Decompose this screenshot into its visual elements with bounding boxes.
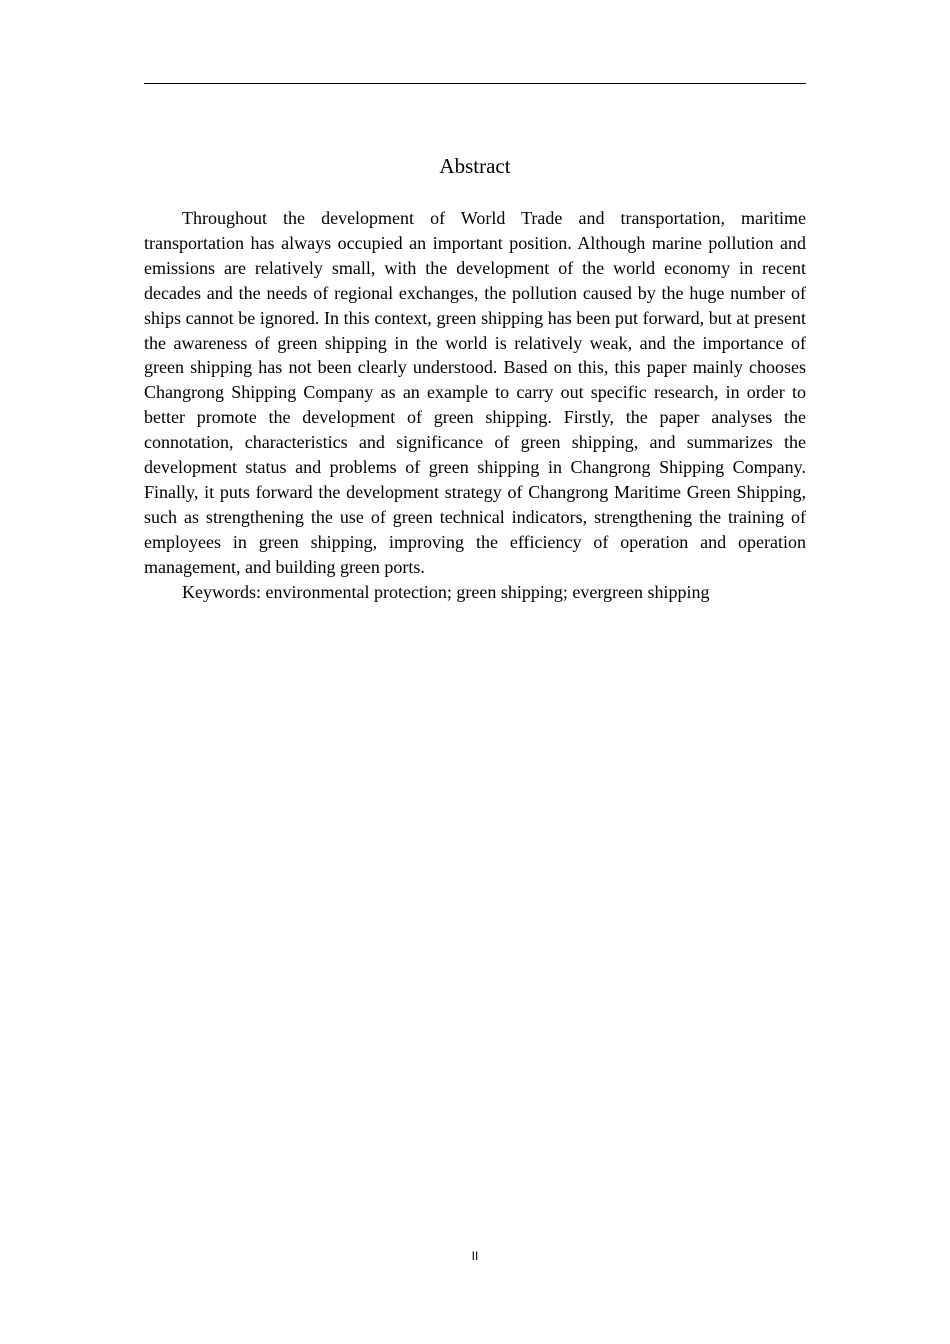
- abstract-body: Throughout the development of World Trade and transportation, maritime transportation has always occupied an important position. Although marine pollution and emissions are relatively small, with the development of the world economy in recent decades and the needs of regional exchanges, the pollution caused by the huge number of ships cannot be ignored. In this context, green shipping has been put forward, but at present the awareness of green shipping in the world is relatively weak, and the importance of green shipping has not been clearly understood. Based on this, this paper mainly chooses Changrong Shipping Company as an example to carry out specific research, in order to better promote the development of green shipping. Firstly, the paper analyses the connotation, characteristics and significance of green shipping, and summarizes the development status and problems of green shipping in Changrong Shipping Company. Finally, it puts forward the development strategy of Changrong Maritime Green Shipping, such as strengthening the use of green technical indicators, strengthening the training of employees in green shipping, improving the efficiency of operation and operation management, and building green ports.: [144, 208, 806, 577]
- keywords-line: Keywords: environmental protection; green shipping; evergreen shipping: [182, 581, 710, 602]
- header-rule: [144, 83, 806, 84]
- page-number: II: [471, 1249, 479, 1263]
- abstract-title: Abstract: [439, 154, 511, 178]
- abstract-section: [144, 150, 806, 605]
